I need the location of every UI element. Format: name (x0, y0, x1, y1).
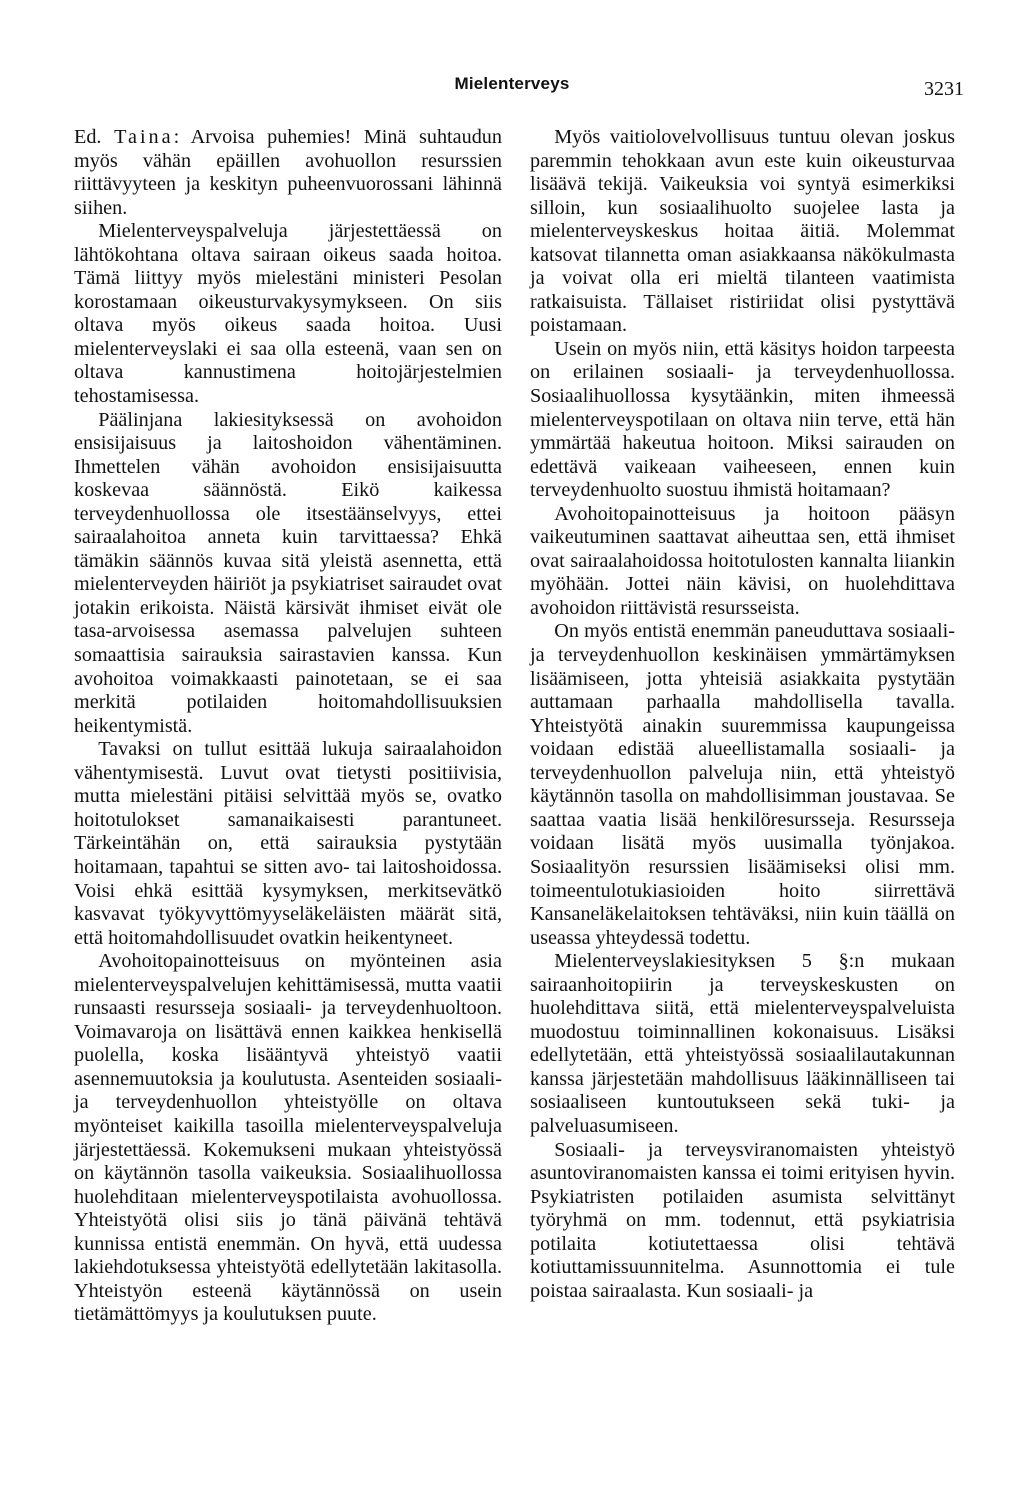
right-paragraph: Mielenterveyslakiesityksen 5 §:n mukaan sairaanhoitopiirin ja terveyskeskusten on huolehdittava siitä, että mielenterveyspalveluista muodostuu toiminnallinen kokonaisuus. Lisäksi edellytetään, että yhteistyössä sosiaalilautakunnan kanssa järjestetään mahdollisuus lääkinnälliseen tai sosiaaliseen kuntoutukseen sekä tuki- ja palveluasumiseen. (530, 950, 955, 1137)
right-column (530, 126, 955, 1303)
right-paragraph: On myös entistä enemmän paneuduttava sosiaali- ja terveydenhuollon keskinäisen ymmärtämyksen lisäämiseen, jotta yhteisiä asiakkaita pystytään auttamaan parhaalla mahdollisella tavalla. Yhteistyötä ainakin suuremmissa kaupungeissa voidaan edistää alueellistamalla sosiaali- ja terveydenhuollon palveluja niin, että yhteistyö käytännön tasolla on mahdollisimman joustavaa. Se saattaa vaatia lisää henkilöresursseja. Resursseja voidaan lisätä myös uusimalla työnjakoa. Sosiaalityön resurssien lisäämiseksi olisi mm. toimeentulotukiasioiden hoito siirrettävä Kansaneläkelaitoksen tehtäväksi, niin kuin täällä on useassa yhteydessä todettu. (530, 620, 955, 949)
left-column (74, 126, 502, 1327)
right-paragraph: Avohoitopainotteisuus ja hoitoon pääsyn vaikeutuminen saattavat aiheuttaa sen, että ihmiset ovat sairaalahoidossa hoitotulosten kannalta liiankin myöhään. Jottei näin kävisi, on huolehdittava avohoidon riittävistä resursseista. (530, 502, 955, 619)
left-paragraph: Päälinjana lakiesityksessä on avohoidon ensisijaisuus ja laitoshoidon vähentäminen. Ihmettelen vähän avohoidon ensisijaisuutta koskevaa säännöstä. Eikö kaikessa terveydenhuollossa ole itsestäänselvyys, ettei sairaalahoitoa anneta kuin tarvittaessa? Ehkä tämäkin säännös kuvaa sitä yleistä asennetta, että mielenterveyden häiriöt ja psykiatriset sairaudet ovat jotakin erikoista. Näistä kärsivät ihmiset eivät ole tasa-arvoisessa asemassa palvelujen suhteen somaattisia sairauksia sairastavien kanssa. Kun avohoitoa voimakkaasti painotetaan, se ei saa merkitä potilaiden hoitomahdollisuuksien heikentymistä. (74, 408, 502, 737)
left-paragraph: Avohoitopainotteisuus on myönteinen asia mielenterveyspalvelujen kehittämisessä, mutta vaatii runsaasti resursseja sosiaali- ja terveydenhuoltoon. Voimavaroja on lisättävä ennen kaikkea henkisellä puolella, koska lisääntyvä yhteistyö vaatii asennemuutoksia ja koulutusta. Asenteiden sosiaali- ja terveydenhuollon yhteistyölle on oltava myönteiset kaikilla tasoilla mielenterveyspalveluja järjestettäessä. Kokemukseni mukaan yhteistyössä on käytännön tasolla vaikeuksia. Sosiaalihuollossa huolehditaan mielenterveyspotilaista avohuollossa. Yhteistyötä olisi siis jo tänä päivänä tehtävä kunnissa entistä enemmän. On hyvä, että uudessa lakiehdotuksessa yhteistyötä edellytetään lakitasolla. Yhteistyön esteenä käytännössä on usein tietämättömyys ja koulutuksen puute. (74, 950, 502, 1326)
speaker-name: Taina (114, 126, 174, 148)
left-paragraph: Mielenterveyspalveluja järjestettäessä on lähtökohtana oltava sairaan oikeus saada hoitoa. Tämä liittyy myös mielestäni ministeri Pesolan korostamaan oikeusturvakysymykseen. On siis oltava myös oikeus saada hoitoa. Uusi mielenterveyslaki ei saa olla esteenä, vaan sen on oltava kannustimena hoitojärjestelmien tehostamisessa. (74, 220, 502, 408)
left-paragraph: Tavaksi on tullut esittää lukuja sairaalahoidon vähentymisestä. Luvut ovat tietysti positiivisia, mutta mielestäni pitäisi selvittää myös se, ovatko hoitotulokset samanaikaisesti parantuneet. Tärkeintähän on, että sairauksia pystytään hoitamaan, tapahtui se sitten avo- tai laitoshoidossa. Voisi ehkä esittää kysymyksen, merkitsevätkö kasvavat työkyvyttömyyseläkeläisten määrät sitä, että hoitomahdollisuudet ovatkin heikentyneet. (74, 738, 502, 949)
speaker-paragraph (74, 126, 502, 220)
right-paragraph: Sosiaali- ja terveysviranomaisten yhteistyö asuntoviranomaisten kanssa ei toimi erityisen hyvin. Psykiatristen potilaiden asumista selvittänyt työryhmä on mm. todennut, että psykiatrisia potilaita kotiutettaessa olisi tehtävä kotiuttamissuunnitelma. Asunnottomia ei tule poistaa sairaalasta. Kun sosiaali- ja (530, 1138, 955, 1302)
right-paragraph: Myös vaitiolovelvollisuus tuntuu olevan joskus paremmin tehokkaan avun este kuin oikeusturvaa lisäävä tekijä. Vaikeuksia voi syntyä esimerkiksi silloin, kun sosiaalihuolto suojelee lasta ja mielenterveyskeskus hoitaa äitiä. Molemmat katsovat tilannetta oman asiakkaansa näkökulmasta ja voivat olla eri mieltä tilanteen vaatimista ratkaisuista. Tällaiset ristiriidat olisi pystyttävä poistamaan. (530, 126, 955, 337)
page-header (0, 74, 1024, 104)
running-title: Mielenterveys (454, 74, 570, 93)
right-paragraph: Usein on myös niin, että käsitys hoidon tarpeesta on erilainen sosiaali- ja terveydenhuollossa. Sosiaalihuollossa kysytäänkin, miten ihmeessä mielenterveyspotilaan on oltava niin terve, että hän ymmärtää hakeutua hoitoon. Miksi sairauden on edettävä vaikeaan vaiheeseen, ennen kuin terveydenhuolto suostuu ihmistä hoitamaan? (530, 337, 955, 502)
speaker-text: : Arvoisa puhemies! Minä suhtaudun myös vähän epäillen avohuollon resurssien riittävyyteen ja keskityn puheenvuorossani lähinnä siihen. (74, 126, 502, 219)
speaker-role: Ed. (74, 126, 102, 148)
page-number: 3231 (924, 78, 964, 100)
